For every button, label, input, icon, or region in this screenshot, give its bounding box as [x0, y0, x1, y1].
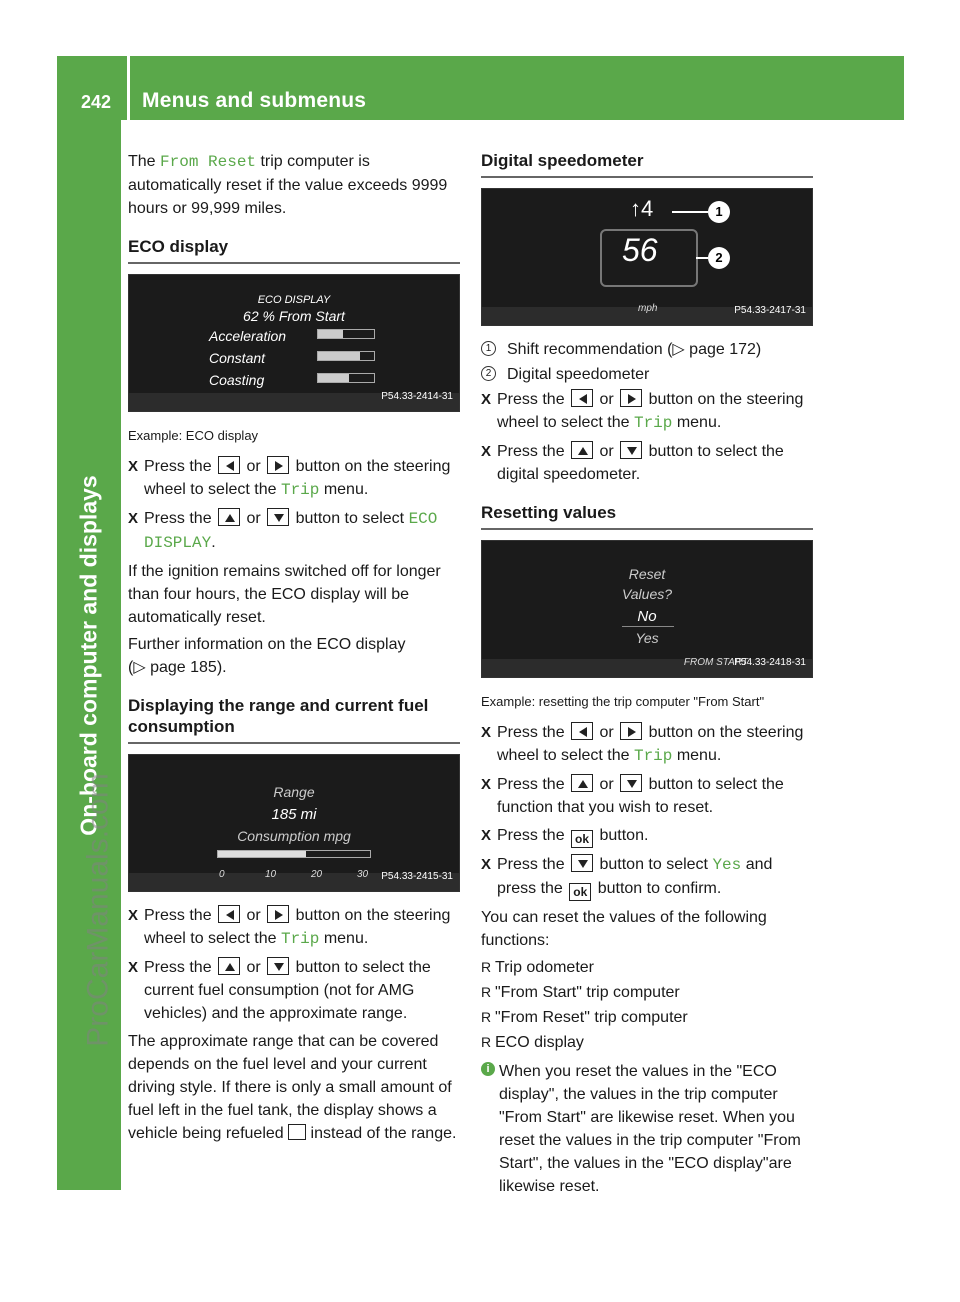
speedo-step-2: X Press the or button to select the digital speedometer. [481, 440, 813, 486]
eco-image-code: P54.33-2414-31 [381, 391, 453, 402]
eco-step-1: X Press the or button on the steering wheel to select the Trip menu. [128, 455, 460, 502]
step-marker: X [128, 510, 139, 527]
right-arrow-key-icon [620, 389, 642, 407]
list-item: R ECO display [481, 1034, 584, 1051]
eco-screen-title: ECO DISPLAY [257, 294, 331, 306]
step-marker: X [481, 856, 492, 873]
left-column [128, 150, 460, 1149]
step-marker: X [128, 907, 139, 924]
reset-footer: FROM START [683, 657, 748, 668]
scale-tick-label: 10 [265, 869, 277, 880]
page-title: Menus and submenus [142, 89, 367, 112]
eco-row-bar-fill [318, 330, 343, 338]
header-divider [127, 56, 130, 120]
step-marker: X [481, 724, 492, 741]
speedometer-image-code: P54.33-2417-31 [734, 305, 806, 316]
down-arrow-key-icon [267, 957, 289, 975]
watermark-text: ProCarManuals.com [82, 773, 115, 1047]
page-ref-icon: ▷ [672, 341, 685, 358]
consumption-label: Consumption mpg [237, 828, 351, 844]
page-ref-icon: ▷ [133, 659, 146, 676]
up-arrow-key-icon [571, 441, 593, 459]
range-step-2: X Press the or button to select the current fuel consumption (not for AMG vehicles) and the approximate range. [128, 956, 460, 1025]
speed-unit: mph [638, 303, 658, 314]
range-step-1: X Press the or button on the steering wheel to select the Trip menu. [128, 904, 460, 951]
page-number: 242 [81, 92, 112, 112]
speedo-step-1: X Press the or button on the steering wheel to select the Trip menu. [481, 388, 813, 435]
scale-tick-label: 30 [357, 869, 369, 880]
step-marker: X [128, 458, 139, 475]
trip-menu-code: Trip [280, 930, 320, 948]
right-column [481, 150, 813, 1198]
section-tab [57, 120, 121, 1190]
step-marker: X [481, 827, 492, 844]
eco-row-bar [317, 329, 375, 339]
scale-tick-label: 0 [219, 869, 225, 880]
info-icon: i [481, 1062, 495, 1076]
eco-row-bar [317, 351, 375, 361]
callout-1: 1 [708, 201, 730, 223]
left-arrow-key-icon [218, 456, 240, 474]
yes-option-code: Yes [712, 856, 742, 874]
resetting-values-heading: Resetting values [481, 502, 813, 530]
eco-row-bar-fill [318, 352, 360, 360]
list-item: R "From Start" trip computer [481, 984, 680, 1001]
speedometer-heading: Digital speedometer [481, 150, 813, 178]
list-item: R "From Reset" trip computer [481, 1009, 688, 1026]
eco-screen-subtitle: 62 % From Start [243, 308, 345, 324]
consumption-bar [217, 850, 371, 858]
reset-step-1: X Press the or button on the steering wheel to select the Trip menu. [481, 721, 813, 768]
range-image-code: P54.33-2415-31 [381, 871, 453, 882]
down-arrow-key-icon [267, 508, 289, 526]
step-marker: X [481, 443, 492, 460]
trip-menu-code: Trip [280, 481, 320, 499]
up-arrow-key-icon [571, 774, 593, 792]
left-arrow-key-icon [571, 722, 593, 740]
reset-step-2: X Press the or button to select the function that you wish to reset. [481, 773, 813, 819]
reset-step-3: X Press the ok button. [481, 824, 813, 848]
eco-row-bar-fill [318, 374, 349, 382]
range-screen-value: 185 mi [271, 806, 317, 823]
reset-paragraph: You can reset the values of the following functions: [481, 909, 767, 949]
trip-menu-code: Trip [633, 747, 673, 765]
callout-2: 2 [708, 247, 730, 269]
eco-display-screenshot [128, 274, 460, 412]
reset-option-no: No [637, 608, 657, 625]
right-arrow-key-icon [620, 722, 642, 740]
right-arrow-key-icon [267, 456, 289, 474]
step-marker: X [481, 391, 492, 408]
page-header [57, 56, 904, 120]
ok-key-icon: ok [569, 883, 591, 901]
eco-caption: Example: ECO display [128, 428, 259, 443]
reset-caption: Example: resetting the trip computer "From Start" [481, 694, 765, 709]
step-marker: X [481, 776, 492, 793]
intro-paragraph: The From Reset trip computer is automatically reset if the value exceeds 9999 hours or 99,999 miles. [128, 153, 448, 217]
trip-menu-code: Trip [633, 414, 673, 432]
eco-row-label: Coasting [209, 372, 265, 388]
range-paragraph: The approximate range that can be covered depends on the fuel level and your current driving style. If there is only a small amount of fuel left in the fuel tank, the display shows a vehicle being refueled instead of the range. [128, 1033, 457, 1142]
range-heading: Displaying the range and current fuel consumption [128, 695, 460, 744]
eco-display-code: ECO DISPLAY [144, 510, 438, 552]
range-screen-label: Range [273, 784, 315, 800]
eco-paragraph-2: Further information on the ECO display (▷ page 185). [128, 636, 406, 676]
scale-tick-label: 20 [311, 869, 323, 880]
left-arrow-key-icon [571, 389, 593, 407]
range-screenshot [128, 754, 460, 892]
reset-option-yes: Yes [635, 630, 659, 646]
reset-screenshot [481, 540, 813, 678]
consumption-bar-fill [218, 851, 306, 857]
refuel-icon [288, 1124, 306, 1140]
reset-image-code: P54.33-2418-31 [734, 657, 806, 668]
speedometer-screenshot [481, 188, 813, 326]
reset-line-2: Values? [621, 586, 673, 602]
legend-item-1: 1 Shift recommendation (▷ page 172) [481, 338, 813, 361]
down-arrow-key-icon [620, 774, 642, 792]
list-item: R Trip odometer [481, 959, 594, 976]
eco-row-label: Acceleration [209, 328, 287, 344]
info-note: i When you reset the values in the "ECO display", the values in the trip computer "From Start" are likewise reset. When you reset the values in the trip computer "From Start", the values in the "ECO display"are likewise reset. [481, 1060, 813, 1198]
eco-row-label: Constant [209, 350, 266, 366]
step-marker: X [128, 959, 139, 976]
section-title: On-board computer and displays [75, 474, 102, 836]
eco-row-bar [317, 373, 375, 383]
legend-item-2: 2 Digital speedometer [481, 363, 813, 386]
gear-indicator: ↑4 [630, 196, 654, 221]
speed-value: 56 [622, 232, 658, 268]
eco-paragraph-1: If the ignition remains switched off for longer than four hours, the ECO display will be automatically reset. [128, 563, 441, 626]
from-reset-code: From Reset [160, 153, 257, 171]
right-arrow-key-icon [267, 905, 289, 923]
up-arrow-key-icon [218, 508, 240, 526]
eco-step-2: X Press the or button to select ECO DISPLAY. [128, 507, 460, 555]
up-arrow-key-icon [218, 957, 240, 975]
reset-line-1: Reset [628, 566, 666, 582]
ok-key-icon: ok [571, 830, 593, 848]
reset-step-4: X Press the button to select Yes and press the ok button to confirm. [481, 853, 813, 901]
left-arrow-key-icon [218, 905, 240, 923]
eco-display-heading: ECO display [128, 236, 460, 264]
down-arrow-key-icon [620, 441, 642, 459]
down-arrow-key-icon [571, 854, 593, 872]
